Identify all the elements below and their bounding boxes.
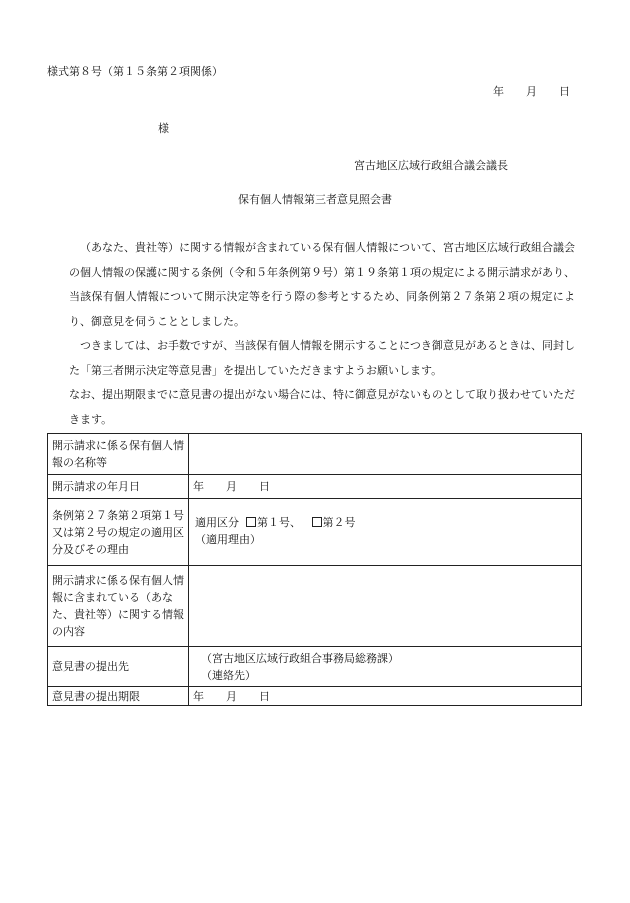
row-label-info-content: 開示請求に係る保有個人情報に含まれている（あなた、貴社等）に関する情報の内容 — [48, 566, 189, 647]
table-row — [48, 475, 582, 499]
row-label-deadline: 意見書の提出期限 — [48, 687, 189, 706]
row-label-document-name: 開示請求に係る保有個人情報の名称等 — [48, 434, 189, 475]
table-row — [48, 647, 582, 687]
row-label-submission-destination: 意見書の提出先 — [48, 647, 189, 687]
document-date: 年 月 日 — [493, 85, 570, 98]
row-label-classification: 条例第２７条第２項第１号又は第２号の規定の適用区分及びその理由 — [48, 499, 189, 566]
destination-contact: （連絡先） — [201, 668, 256, 682]
table-row — [48, 434, 582, 475]
body-paragraph-2: つきましては、お手数ですが、当該保有個人情報を開示することにつき御意見があるときは、同封した「第三者開示決定等意見書」を提出していただきますようお願いします。 — [69, 339, 575, 377]
info-table — [47, 433, 582, 706]
sender-name: 宮古地区広域行政組合議会議長 — [354, 159, 508, 172]
classification-prefix: 適用区分 — [195, 516, 239, 529]
checkbox-option-1-label: 第１号、 — [257, 516, 301, 529]
body-paragraph-1: （あなた、貴社等）に関する情報が含まれている保有個人情報について、宮古地区広域行政組合議会の個人情報の保護に関する条例（令和５年条例第９号）第１９条第１項の規定による開示請求があり、当該保有個人情報について開示決定等を行う際の参考とするため、同条例第２７条第２項の規定により、御意見を伺うこととしました。 — [69, 241, 575, 328]
classification-reason-label: （適用理由） — [195, 533, 261, 546]
row-label-request-date: 開示請求の年月日 — [48, 475, 189, 499]
body-text — [69, 236, 575, 432]
addressee-line: 様 — [158, 122, 169, 135]
document-title: 保有個人情報第三者意見照会書 — [238, 193, 392, 206]
row-value-classification — [189, 499, 582, 566]
destination-office: （宮古地区広域行政組合事務局総務課） — [201, 651, 399, 665]
table-row — [48, 566, 582, 647]
row-value-request-date: 年 月 日 — [189, 475, 582, 499]
row-value-submission-destination — [189, 647, 582, 687]
row-value-info-content — [189, 566, 582, 647]
checkbox-option-2-label: 第２号 — [322, 516, 356, 529]
row-value-deadline: 年 月 日 — [189, 687, 582, 706]
checkbox-option-2[interactable] — [312, 517, 322, 527]
row-value-document-name — [189, 434, 582, 475]
body-paragraph-3: なお、提出期限までに意見書の提出がない場合には、特に御意見がないものとして取り扱わせていただきます。 — [69, 388, 575, 426]
table-row — [48, 687, 582, 706]
checkbox-option-1[interactable] — [246, 517, 256, 527]
form-number: 様式第８号（第１５条第２項関係） — [47, 65, 223, 78]
table-row — [48, 499, 582, 566]
